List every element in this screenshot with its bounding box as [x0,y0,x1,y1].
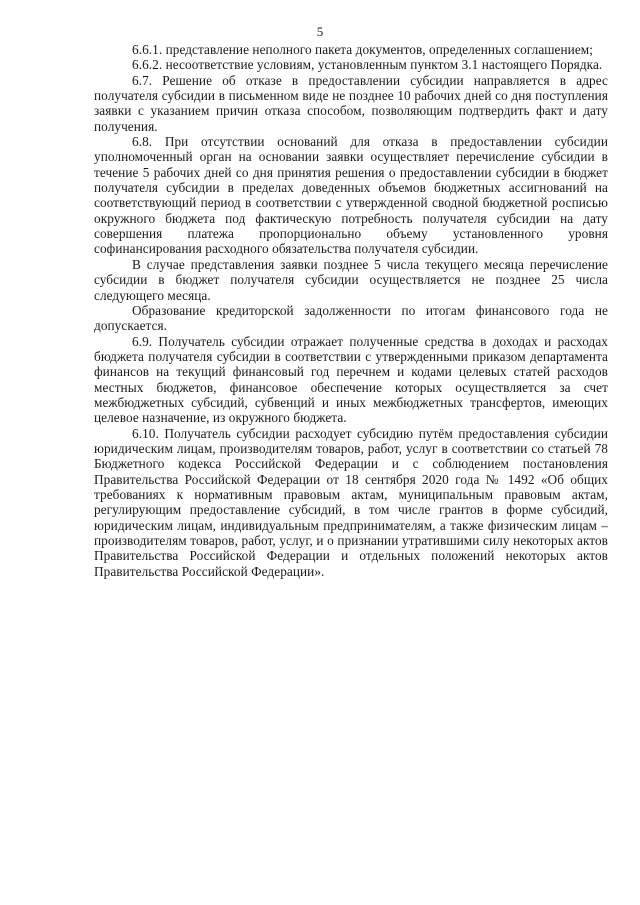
page-number: 5 [316,24,324,39]
paragraph-6-6-2: 6.6.2. несоответствие условиям, установленным пунктом 3.1 настоящего Порядка. [132,57,603,73]
paragraph-6-6-1: 6.6.1. представление неполного пакета документов, определенных соглашением; [132,42,594,57]
document-body [94,42,608,579]
paragraph-accounts-payable: Образование кредиторской задолженности по итогам финансового года не допускается. [94,302,608,334]
paragraph-late-application: В случае представления заявки позднее 5 числа текущего месяца перечисление субсидии в бюджет получателя субсидии осуществляется не позднее 25 числа следующего месяца. [94,256,608,303]
paragraph-6-9: 6.9. Получатель субсидии отражает полученные средства в доходах и расходах бюджета получателя субсидии в соответствии с утвержденными приказом департамента финансов на текущий финансовый год перечнем и кодами целевых статей расходов местных бюджетов, финансовое обеспечение которых осуществляется за счет межбюджетных субсидий, субвенций и иных межбюджетных трансфертов, имеющих целевое назначение, из окружного бюджета. [94,333,608,426]
paragraph-6-10: 6.10. Получатель субсидии расходует субсидию путём предоставления субсидии юридическим лицам, производителям товаров, работ, услуг в соответствии со статьей 78 Бюджетного кодекса Российской Федерации и с соблюдением постановления Правительства Российской Федерации от 18 сентября 2020 года № 1492 «Об общих требованиях к нормативным правовым актам, муниципальным правовым актам, регулирующим предоставление субсидий, в том числе грантов в форме субсидий, юридическим лицам, индивидуальным предпринимателям, а также физическим лицам – производителям товаров, работ, услуг, и о признании утратившими силу некоторых актов Правительства Российской Федерации и отдельных положений некоторых актов Правительства Российской Федерации». [94,425,608,579]
paragraph-6-7: 6.7. Решение об отказе в предоставлении субсидии направляется в адрес получателя субсидии в письменном виде не позднее 10 рабочих дней со дня поступления заявки с указанием причин отказа способом, позволяющим подтвердить факт и дату получения. [94,72,608,134]
paragraph-6-8: 6.8. При отсутствии оснований для отказа в предоставлении субсидии уполномоченный орган на основании заявки осуществляет перечисление субсидии в течение 5 рабочих дней со дня принятия решения о предоставлении субсидии в бюджет получателя субсидии в пределах доведенных объемов бюджетных ассигнований на соответствующий период в соответствии с утвержденной сводной бюджетной росписью окружного бюджета под фактическую потребность получателя субсидии на дату совершения платежа пропорционально объему установленного уровня софинансирования расходного обязательства получателя субсидии. [94,134,608,257]
